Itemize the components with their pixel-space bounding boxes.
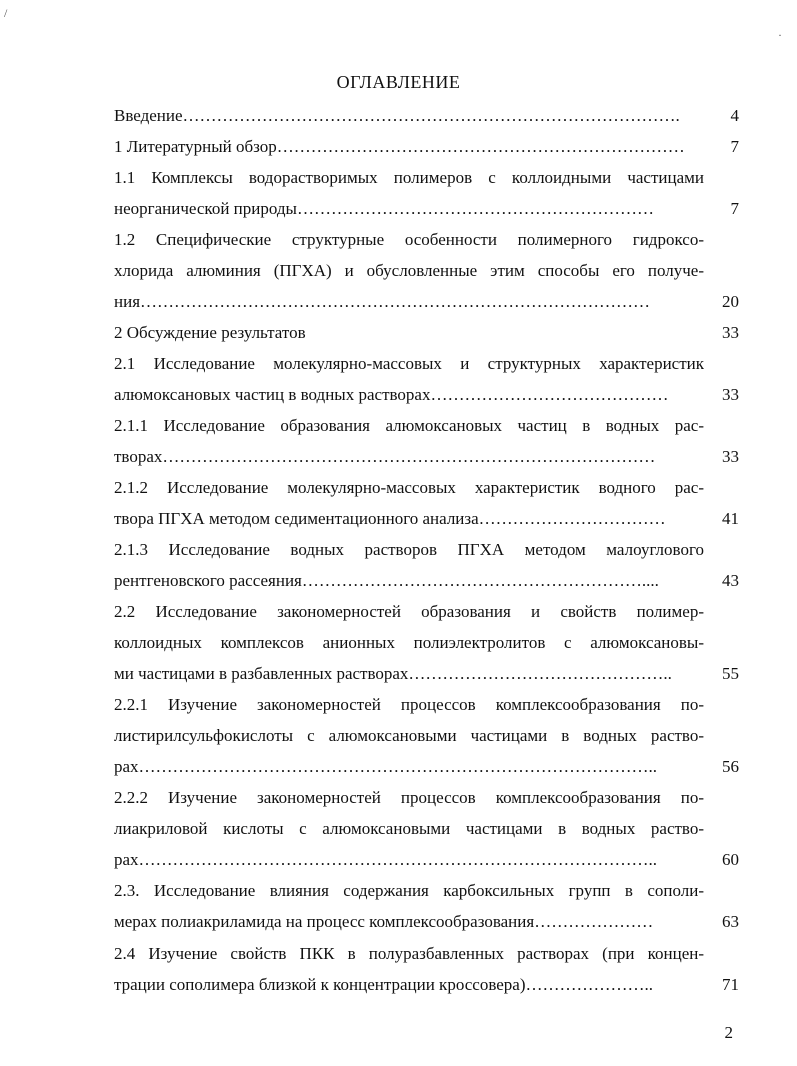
toc-entry-line: 2.2 Исследование закономерностей образования и свойств полимер- [114,602,704,621]
toc-entry-line: 1 Литературный обзор……………………………………………………………… [114,137,685,156]
toc-page-number: 7 [730,137,739,156]
toc-page-number: 71 [722,975,739,994]
toc-page-number: 33 [722,323,739,342]
toc-entry-line: ния……………………………………………………………………………… [114,292,651,311]
toc-page-number: 60 [722,850,739,869]
toc-page-number: 4 [730,106,739,125]
toc-page-number: 33 [722,385,739,404]
toc-entry-line: 2.1 Исследование молекулярно-массовых и структурных характеристик [114,354,704,373]
toc-page-number: 20 [722,292,739,311]
toc-entry-line: 1.2 Специфические структурные особенности полимерного гидроксо- [114,230,704,249]
toc-entry-line: рах……………………………………………………………………………….. [114,850,658,869]
toc-entry-line: творах…………………………………………………………………………… [114,447,656,466]
toc-page-number: 33 [722,447,739,466]
toc-entry-line: рентгеновского рассеяния…………………………………………………….... [114,571,659,590]
toc-entry-line: 2 Обсуждение результатов [114,323,306,342]
toc-page-number: 63 [722,912,739,931]
toc-entry-line: 2.2.1 Изучение закономерностей процессов комплексообразования по- [114,695,704,714]
toc-entry-line: лиакриловой кислоты с алюмоксановыми частицами в водных раство- [114,819,704,838]
toc-page-number: 41 [722,509,739,528]
toc-entry-line: алюмоксановых частиц в водных растворах…………………………………… [114,385,669,404]
toc-entry-line: рах……………………………………………………………………………….. [114,757,658,776]
toc-entry-line: 1.1 Комплексы водорастворимых полимеров с коллоидными частицами [114,168,704,187]
toc-page-number: 7 [730,199,739,218]
toc-entry-line: хлорида алюминия (ПГХА) и обусловленные этим способы его получе- [114,261,704,280]
toc-entry-line: листирилсульфокислоты с алюмоксановыми частицами в водных раство- [114,726,704,745]
toc-entry-line: коллоидных комплексов анионных полиэлектролитов с алюмоксановы- [114,633,704,652]
scan-mark-top-right: · [778,28,782,42]
toc-entry-line: трации сополимера близкой к концентрации кроссовера)………………….. [114,975,654,994]
toc-page-number: 43 [722,571,739,590]
toc-page-number: 55 [722,664,739,683]
toc-entry-line: 2.4 Изучение свойств ПКК в полуразбавленных растворах (при концен- [114,944,704,963]
toc-entry-line: 2.1.3 Исследование водных растворов ПГХА методом малоуглового [114,540,704,559]
toc-entry-line: твора ПГХА методом седиментационного анализа…………………………… [114,509,666,528]
toc-entry-line: 2.3. Исследование влияния содержания карбоксильных групп в сополи- [114,881,704,900]
toc-entry-line: мерах полиакриламида на процесс комплексообразования………………… [114,912,654,931]
toc-entry-line: 2.1.1 Исследование образования алюмоксановых частиц в водных рас- [114,416,704,435]
page-title: ОГЛАВЛЕНИЕ [336,72,461,92]
page-number: 2 [724,1023,733,1042]
toc-entry-line: неорганической природы……………………………………………………… [114,199,654,218]
toc-entry-line: 2.1.2 Исследование молекулярно-массовых характеристик водного рас- [114,478,704,497]
toc-entry-line: Введение……………………………………………………………………………. [114,106,680,125]
toc-entry-line: 2.2.2 Изучение закономерностей процессов комплексообразования по- [114,788,704,807]
toc-page-number: 56 [722,757,739,776]
toc-entry-line: ми частицами в разбавленных растворах……………………………………….. [114,664,672,683]
scan-mark-top-left: / [4,6,8,20]
